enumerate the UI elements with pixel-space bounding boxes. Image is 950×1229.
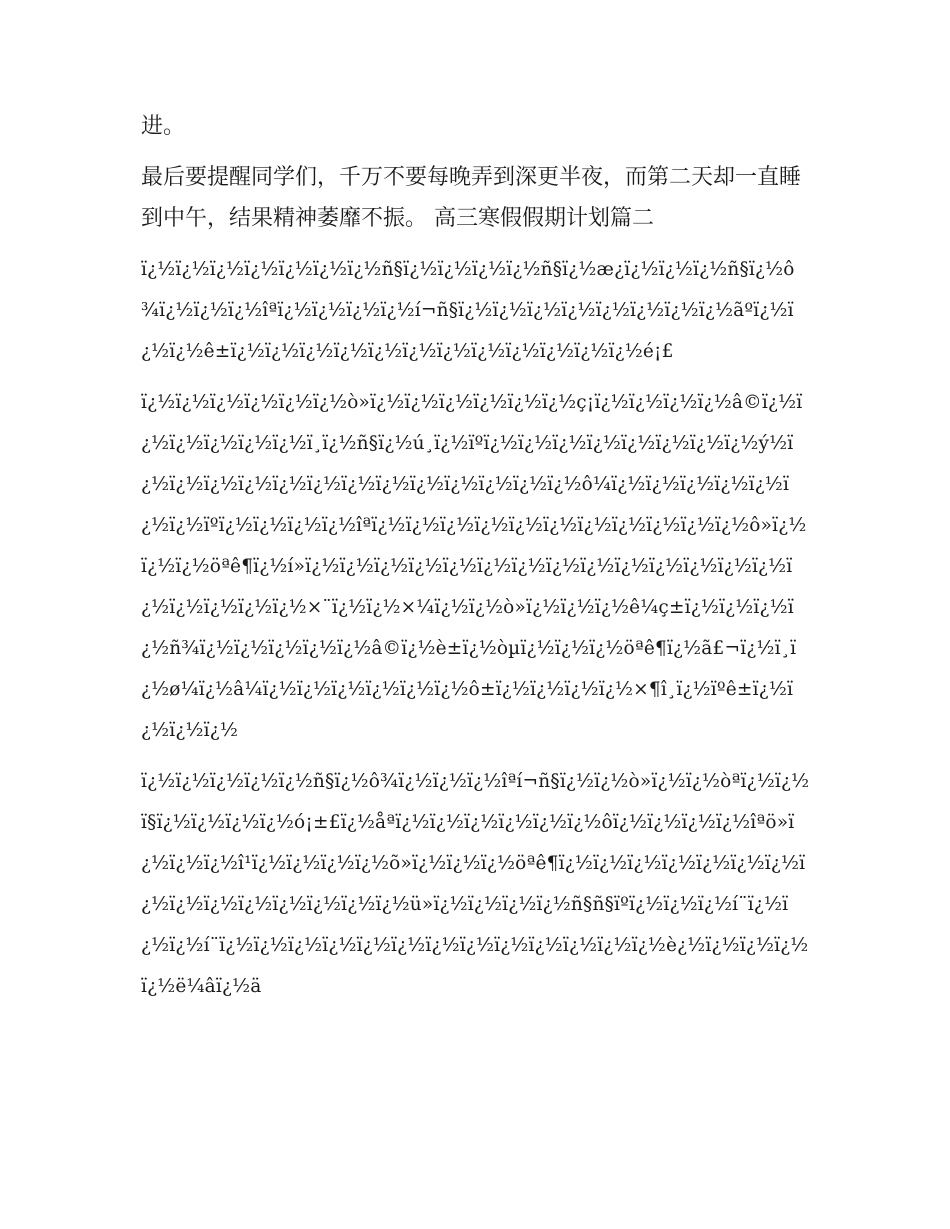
paragraph-reminder: 最后要提醒同学们，千万不要每晚弄到深更半夜，而第二天却一直睡到中午，结果精神萎靡不振。 高三寒假假期计划篇二	[141, 165, 802, 231]
garbled-paragraph-2: ï¿½ï¿½ï¿½ï¿½ï¿½ï¿½ò»ï¿½ï¿½ï¿½ï¿½ï¿½ï¿½ç¡ï¿½ï¿½ï¿½ï¿½â©ï¿½ï¿½ï¿½ï¿½ï¿½ï¿½ï¸ï¿½ñ§ï¿½ú¸ï¿½ïºï¿½ï¿½ï¿½ï¿½ï¿½ï¿½ï¿½ï¿½ý½ï¿½ï¿½ï¿½ï¿½ï¿½ï¿½ï¿½ï¿½ï¿½ï¿½ï¿½ï¿½ï¿½ô¼ï¿½ï¿½ï¿½ï¿½ï¿½ï¿½ï¿½ïºï¿½ï¿½ï¿½ï¿½îªï¿½ï¿½ï¿½ï¿½ï¿½ï¿½ï¿½ï¿½ï¿½ï¿½ï¿½ô»ï¿½ï¿½ï¿½öªê¶ï¿½í»ï¿½ï¿½ï¿½ï¿½ï¿½ï¿½ï¿½ï¿½ï¿½ï¿½ï¿½ï¿½ï¿½ï¿½ï¿½ï¿½ï¿½ï¿½ï¿½×¨ï¿½ï¿½×¼ï¿½ï¿½ò»ï¿½ï¿½ï¿½ê¼ç±ï¿½ï¿½ï¿½ï¿½ñ¾ï¿½ï¿½ï¿½ï¿½ï¿½â©ï¿½è±ï¿½òµï¿½ï¿½ï¿½öªê¶ï¿½ã£¬ï¿½ï¸ï¿½ø¼ï¿½â¼ï¿½ï¿½ï¿½ï¿½ï¿½ï¿½ô±ï¿½ï¿½ï¿½ï¿½×¶î¸ï¿½ïºê±ï¿½ï¿½ï¿½ï¿½	[141, 392, 807, 741]
garbled-paragraph-3: ï¿½ï¿½ï¿½ï¿½ï¿½ñ§ï¿½ô¾ï¿½ï¿½ï¿½îªí¬ñ§ï¿½ï¿½ò»ï¿½ï¿½òªï¿½ï¿½ï§ï¿½ï¿½ï¿½ï¿½ó¡±£ï¿½åªï¿½ï¿½ï¿½ï¿½ï¿½ï¿½ôï¿½ï¿½ï¿½ï¿½îªö»ï¿½ï¿½ï¿½î¹ï¿½ï¿½ï¿½ï¿½õ»ï¿½ï¿½ï¿½öªê¶ï¿½ï¿½ï¿½ï¿½ï¿½ï¿½ï¿½ï¿½ï¿½ï¿½ï¿½ï¿½ï¿½ï¿½ï¿½ü»ï¿½ï¿½ï¿½ï¿½ñ§ñ§ïºï¿½ï¿½ï¿½í¨ï¿½ï¿½ï¿½í¨ï¿½ï¿½ï¿½ï¿½ï¿½ï¿½ï¿½ï¿½ï¿½ï¿½ï¿½ï¿½ï¿½è¿½ï¿½ï¿½ï¿½ï¿½ë¼âï¿½ä	[141, 771, 810, 997]
paragraph-continuation: 进。	[141, 114, 186, 139]
document-body	[141, 106, 811, 1017]
garbled-paragraph-1: ï¿½ï¿½ï¿½ï¿½ï¿½ï¿½ï¿½ñ§ï¿½ï¿½ï¿½ï¿½ñ§ï¿½æ¿ï¿½ï¿½ï¿½ñ§ï¿½ô¾ï¿½ï¿½ï¿½îªï¿½ï¿½ï¿½ï¿½í¬ñ§ï¿½ï¿½ï¿½ï¿½ï¿½ï¿½ï¿½ï¿½ãºï¿½ï¿½ï¿½ê±ï¿½ï¿½ï¿½ï¿½ï¿½ï¿½ï¿½ï¿½ï¿½ï¿½ï¿½ï¿½é¡£	[141, 259, 795, 362]
